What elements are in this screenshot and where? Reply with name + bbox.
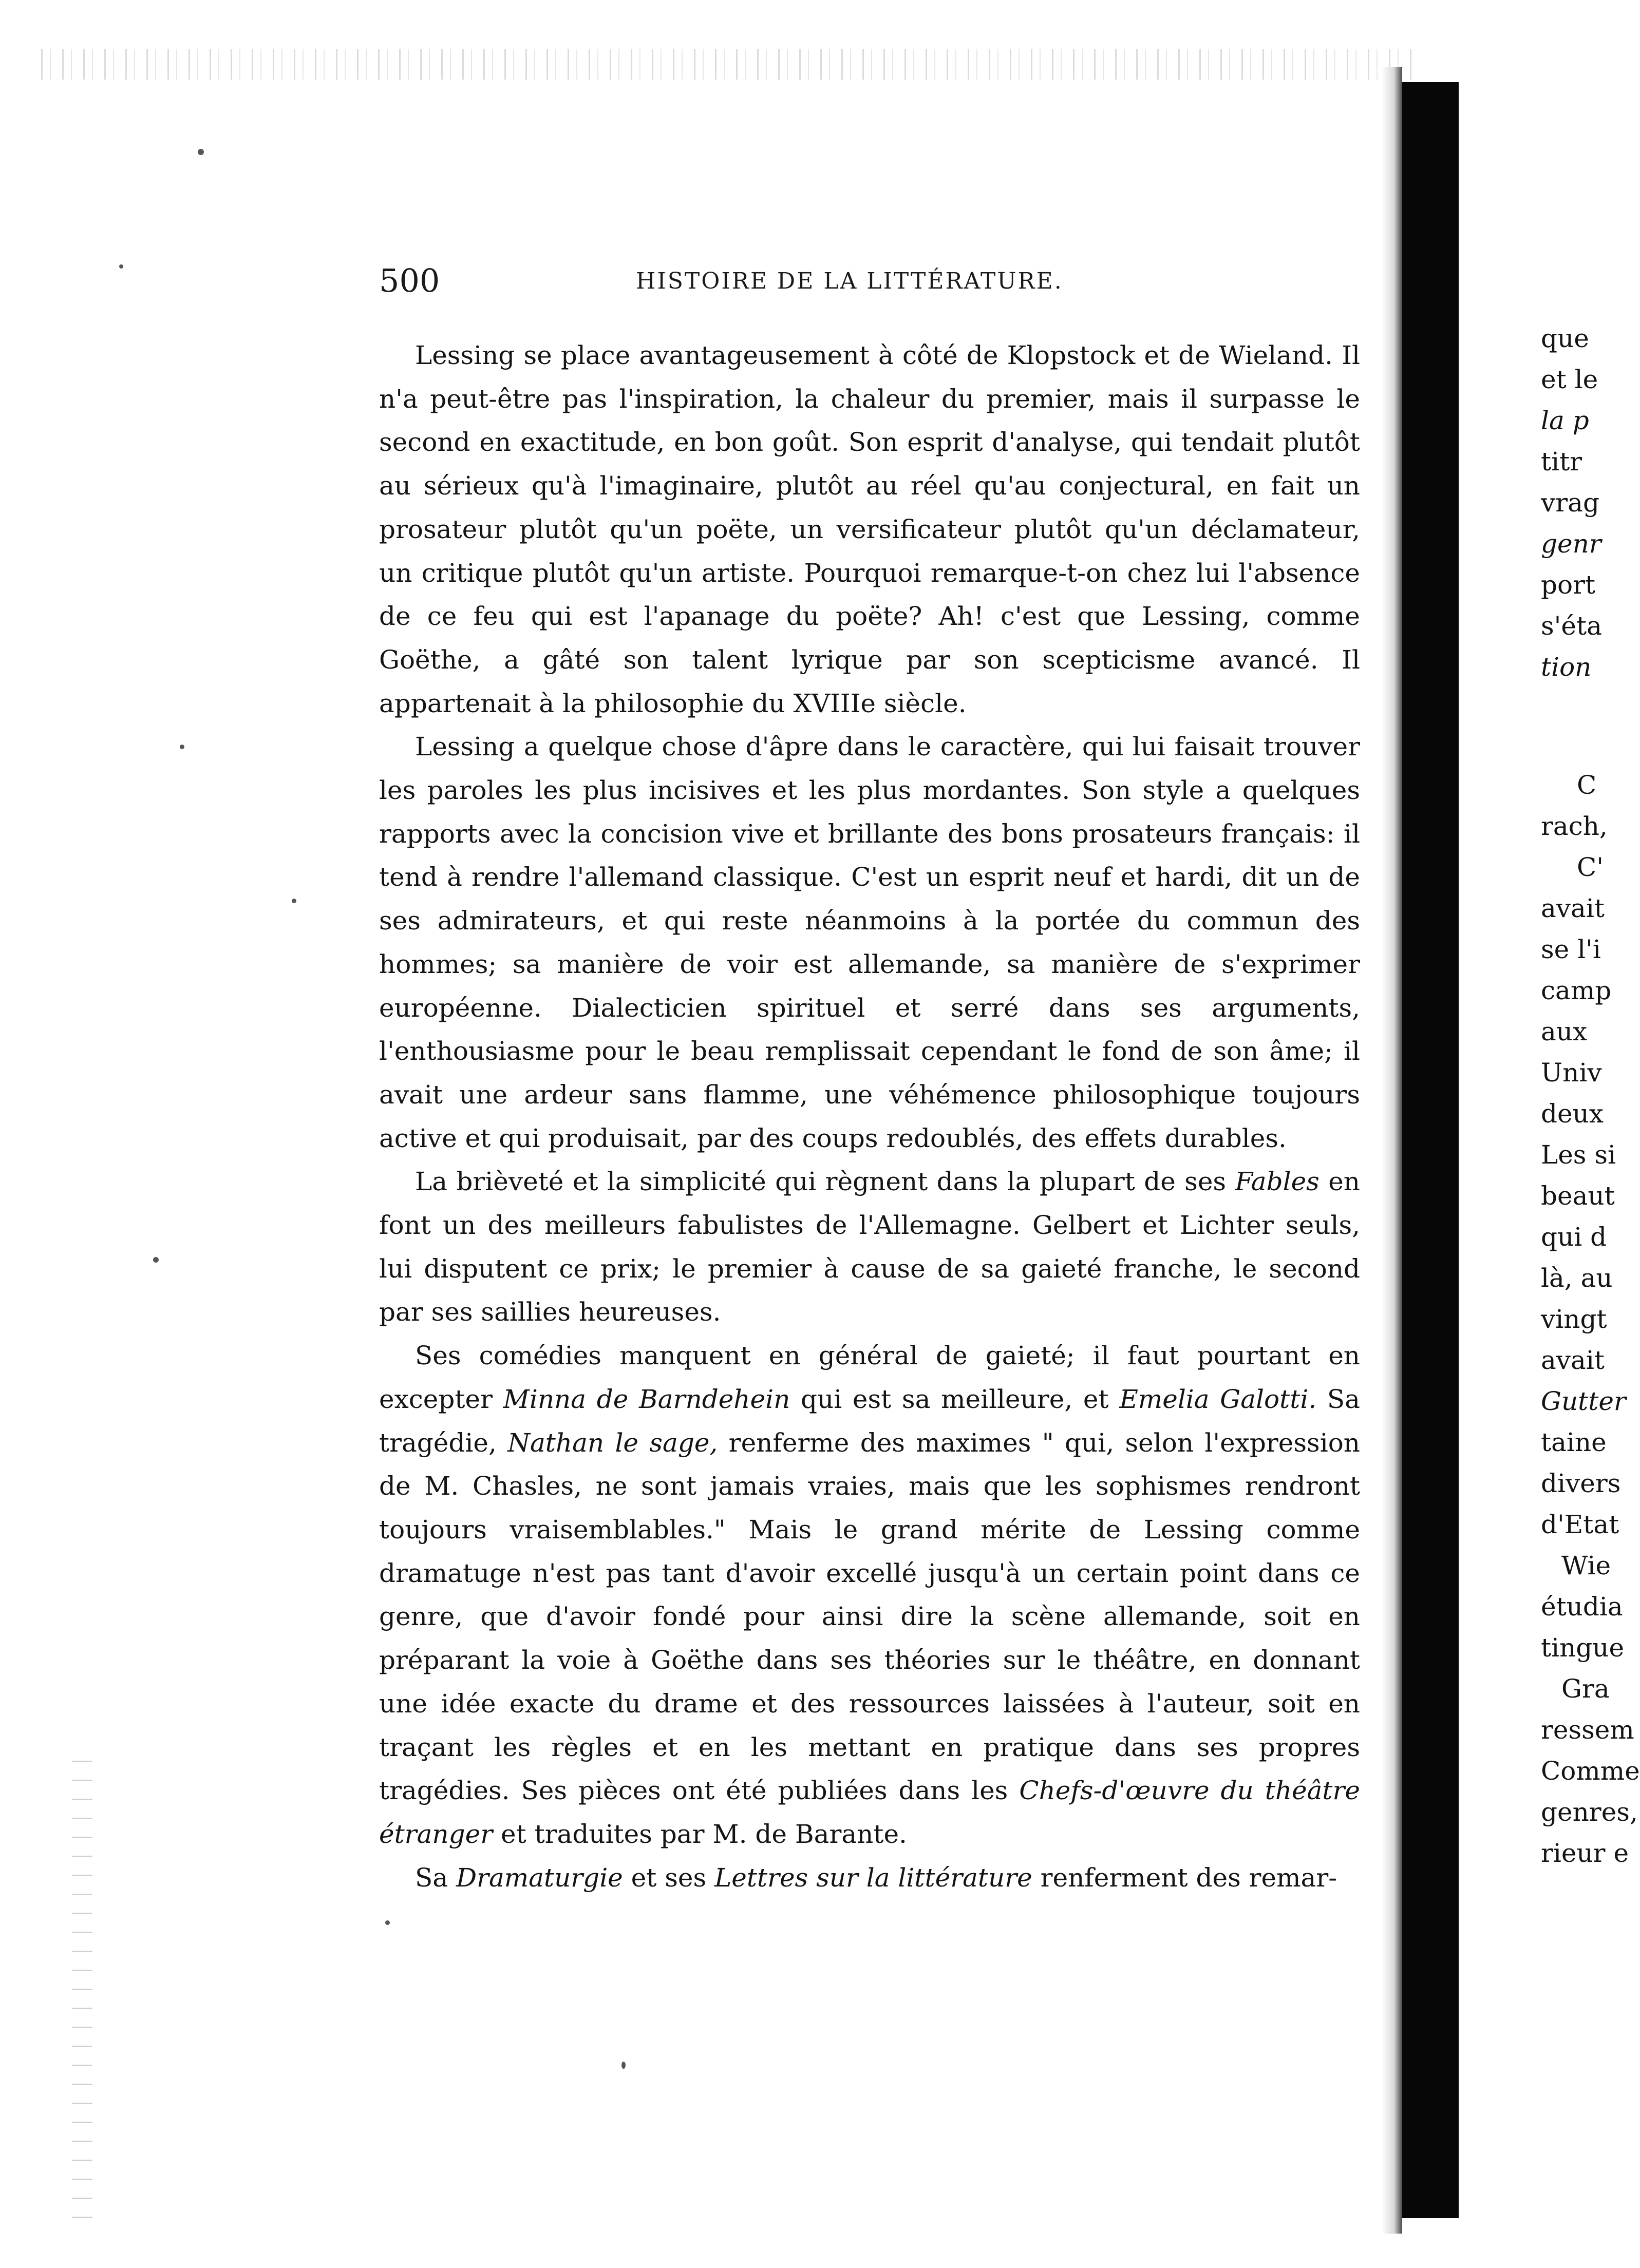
facing-line: d'Etat: [1541, 1510, 1619, 1539]
facing-line: tingue: [1541, 1633, 1625, 1663]
facing-line: Gutter: [1541, 1386, 1626, 1416]
facing-line: aux: [1541, 1017, 1588, 1046]
running-title: HISTOIRE DE LA LITTÉRATURE.: [636, 268, 1063, 294]
scan-speck: [180, 745, 184, 749]
facing-line: Gra: [1561, 1674, 1610, 1704]
scan-speck: [385, 1920, 390, 1925]
scan-speck: [621, 2062, 626, 2069]
scan-noise-top: [41, 49, 1418, 80]
text-run: renferme des maximes " qui, selon l'expression de M. Chasles, ne sont jamais vraies, mais que les sophismes rendront toujours vraisemblables." Mais le grand mérite de Lessing comme dramatuge n'est pas tant d'avoir excellé jusqu'à un certain point dans ce genre, que d'avoir fondé pour ainsi dire la scène allemande, soit en préparant la voie à Goëthe dans ses théories sur le théâtre, en donnant une idée exacte du drame et des ressources laissées à l'auteur, soit en traçant les règles et en les mettant en pratique dans ses propres tragédies. Ses pièces ont été publiées dans les: [379, 1427, 1360, 1806]
facing-line: tion: [1541, 652, 1592, 682]
facing-line: s'éta: [1541, 611, 1602, 641]
facing-line: Les si: [1541, 1140, 1616, 1170]
facing-line: titr: [1541, 447, 1582, 477]
facing-line: avait: [1541, 893, 1605, 923]
italic-title: Fables: [1235, 1167, 1319, 1197]
facing-line: divers: [1541, 1469, 1621, 1498]
paragraph-dramaturgie: [379, 1856, 1360, 1900]
facing-line: genres,: [1541, 1797, 1638, 1827]
binding-gutter: [1402, 82, 1459, 2218]
facing-line: C: [1577, 770, 1597, 800]
scan-speck: [119, 264, 123, 269]
body-text: [379, 334, 1360, 1899]
facing-line: ressem: [1541, 1715, 1634, 1745]
italic-title: Lettres sur la littérature: [714, 1862, 1032, 1893]
facing-line: taine: [1541, 1427, 1607, 1457]
facing-line: la p: [1541, 406, 1589, 435]
text-run: en font un des meilleurs fabulistes de l'Allemagne. Gelbert et Lichter seuls, lui disputent ce prix; le premier à cause de sa gaieté franche, le second par ses saillies heureuses.: [379, 1167, 1360, 1327]
facing-line: Wie: [1561, 1551, 1611, 1580]
text-run: Sa: [415, 1862, 456, 1893]
facing-line: deux: [1541, 1099, 1604, 1129]
facing-line: port: [1541, 570, 1596, 600]
facing-line: C': [1577, 852, 1604, 882]
paragraph-comedies: [379, 1334, 1360, 1856]
facing-line: qui d: [1541, 1222, 1607, 1252]
scan-noise-left: [72, 1756, 92, 2218]
text-run: La brièveté et la simplicité qui règnent dans la plupart de ses: [415, 1167, 1235, 1197]
text-run: renferment des remar-: [1032, 1862, 1337, 1893]
text-run: Ses comédies manquent en général de gaieté; il faut pourtant en excepter: [379, 1341, 1360, 1414]
facing-line: rach,: [1541, 811, 1608, 841]
italic-title: Chefs-d'œuvre du théâtre étranger: [379, 1776, 1361, 1849]
facing-line: vingt: [1541, 1304, 1607, 1334]
text-run: Sa tragédie,: [379, 1384, 1360, 1458]
facing-line: beaut: [1541, 1181, 1615, 1211]
facing-line: vrag: [1541, 488, 1599, 518]
paragraph-lessing-intro: Lessing se place avantageusement à côté de Klopstock et de Wieland. Il n'a peut-être pas l'inspiration, la chaleur du premier, mais il surpasse le second en exactitude, en bon goût. Son esprit d'analyse, qui tendait plutôt au sérieux qu'à l'imaginaire, plutôt au réel qu'au conjectural, en fait un prosateur plutôt qu'un poëte, un versificateur plutôt qu'un déclamateur, un critique plutôt qu'un artiste. Pourquoi remarque-t-on chez lui l'absence de ce feu qui est l'apanage du poëte? Ah! c'est que Lessing, comme Goëthe, a gâté son talent lyrique par son scepticisme avancé. Il appartenait à la philosophie du XVIIIe siècle.: [379, 340, 1360, 718]
facing-line: là, au: [1541, 1263, 1613, 1293]
text-run: qui est sa meilleure, et: [790, 1384, 1120, 1414]
italic-title: Dramaturgie: [456, 1862, 623, 1893]
binding-shadow: [1382, 67, 1402, 2234]
facing-line: avait: [1541, 1345, 1605, 1375]
paragraph-fables: [379, 1160, 1360, 1334]
scan-speck: [292, 899, 296, 903]
facing-line: étudia: [1541, 1592, 1623, 1622]
facing-line: Comme: [1541, 1756, 1640, 1786]
facing-line: rieur e: [1541, 1838, 1629, 1868]
facing-line: et le: [1541, 365, 1598, 394]
text-run: et traduites par M. de Barante.: [493, 1819, 907, 1849]
text-run: et ses: [623, 1862, 715, 1893]
italic-title: Nathan le sage,: [507, 1427, 718, 1458]
paragraph-lessing-style: Lessing a quelque chose d'âpre dans le caractère, qui lui faisait trouver les paroles les plus incisives et les plus mordantes. Son style a quelques rapports avec la concision vive et brillante des bons prosateurs français: il tend à rendre l'allemand classique. C'est un esprit neuf et hardi, dit un de ses admirateurs, et qui reste néanmoins à la portée du commun des hommes; sa manière de voir est allemande, sa manière de s'exprimer européenne. Dialecticien spirituel et serré dans ses arguments, l'enthousiasme pour le beau remplissait cependant le fond de son âme; il avait une ardeur sans flamme, une véhémence philosophique toujours active et qui produisait, par des coups redoublés, des effets durables.: [379, 732, 1360, 1153]
running-head: [379, 262, 1401, 308]
facing-line: genr: [1541, 529, 1601, 559]
scan-speck: [153, 1257, 159, 1263]
page-number: 500: [379, 262, 440, 299]
scan-speck: [198, 149, 204, 155]
italic-title: Minna de Barndehein: [503, 1384, 790, 1414]
facing-page: [1459, 0, 1640, 2268]
facing-line: camp: [1541, 976, 1612, 1005]
facing-line: que: [1541, 323, 1589, 353]
facing-line: se l'i: [1541, 935, 1601, 964]
italic-title: Emelia Galotti.: [1119, 1384, 1317, 1414]
facing-line: Univ: [1541, 1058, 1602, 1088]
